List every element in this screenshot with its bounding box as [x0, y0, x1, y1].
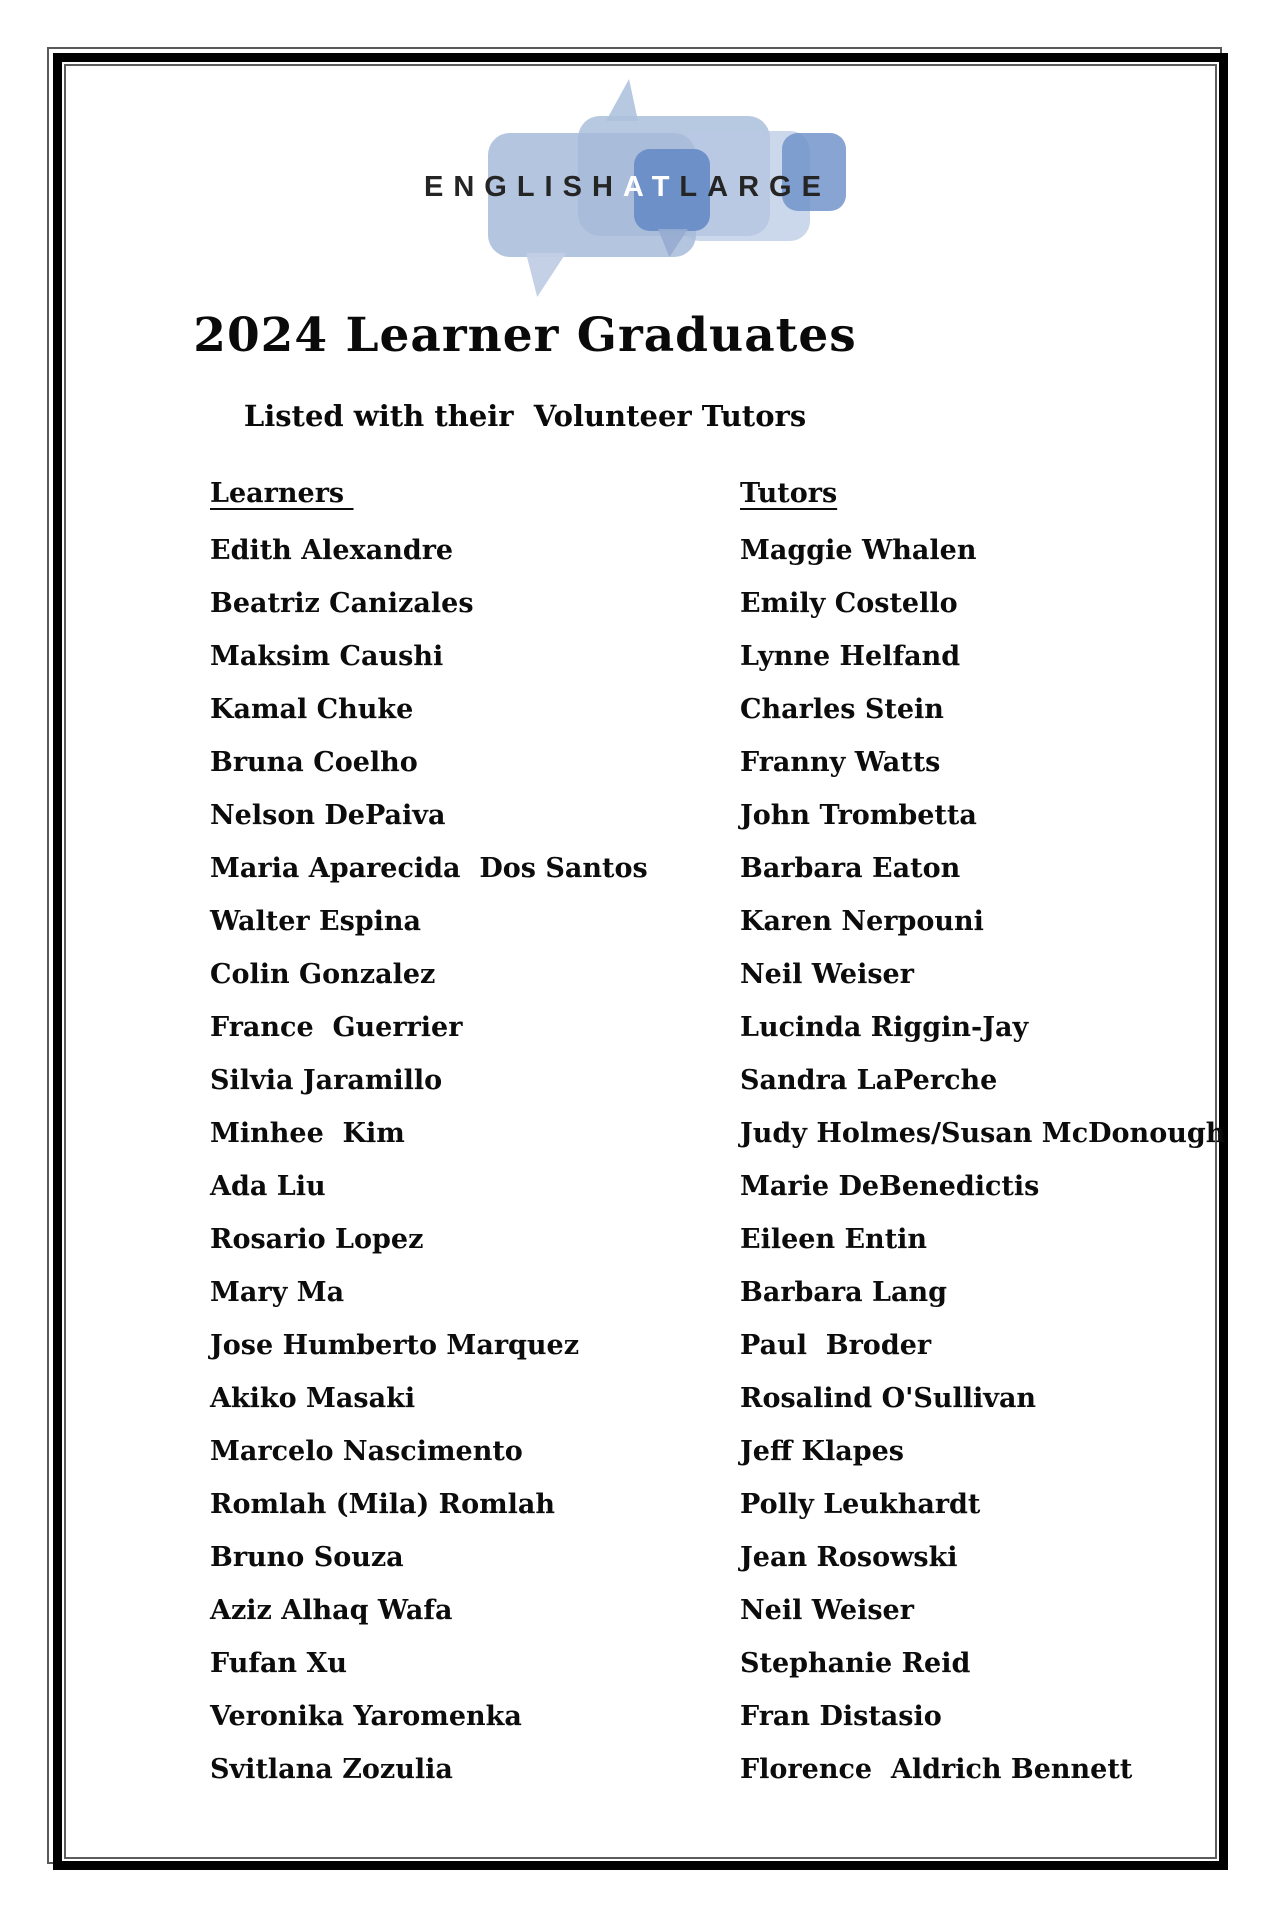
tutor-name: Jeff Klapes [740, 1436, 904, 1467]
logo-bubble-tail-down-icon [526, 253, 566, 297]
learner-name: Beatriz Canizales [210, 588, 474, 619]
learner-name: Minhee Kim [210, 1118, 405, 1149]
tutor-name: John Trombetta [740, 800, 977, 831]
tutor-name: Florence Aldrich Bennett [740, 1754, 1133, 1785]
learners-list [210, 524, 648, 1796]
learner-name: Bruno Souza [210, 1542, 404, 1573]
tutor-name: Maggie Whalen [740, 535, 977, 566]
tutors-list [740, 524, 1225, 1796]
learner-name: Akiko Masaki [210, 1383, 416, 1414]
learner-name: France Guerrier [210, 1012, 463, 1043]
learner-name: Maksim Caushi [210, 641, 444, 672]
page-title: 2024 Learner Graduates [193, 308, 857, 363]
tutor-name: Judy Holmes/Susan McDonough [740, 1118, 1226, 1149]
tutor-name: Eileen Entin [740, 1224, 928, 1255]
tutor-name: Lynne Helfand [740, 641, 961, 672]
learner-name: Nelson DePaiva [210, 800, 446, 831]
learner-name: Svitlana Zozulia [210, 1754, 453, 1785]
tutor-name: Emily Costello [740, 588, 958, 619]
logo-word-large: LARGE [679, 171, 831, 203]
learner-name: Edith Alexandre [210, 535, 454, 566]
learner-name: Romlah (Mila) Romlah [210, 1489, 556, 1520]
logo-word-at: AT [622, 171, 680, 203]
tutor-name: Fran Distasio [740, 1701, 942, 1732]
learner-name: Veronika Yaromenka [210, 1701, 522, 1732]
tutor-name: Barbara Lang [740, 1277, 948, 1308]
logo-bubble-tail-up-icon [606, 79, 638, 121]
learner-name: Jose Humberto Marquez [210, 1330, 580, 1361]
tutor-name: Marie DeBenedictis [740, 1171, 1040, 1202]
learner-name: Aziz Alhaq Wafa [210, 1595, 453, 1626]
learner-name: Mary Ma [210, 1277, 345, 1308]
tutor-name: Charles Stein [740, 694, 944, 725]
learner-name: Bruna Coelho [210, 747, 418, 778]
tutor-name: Sandra LaPerche [740, 1065, 998, 1096]
tutor-name: Paul Broder [740, 1330, 932, 1361]
tutor-name: Neil Weiser [740, 1595, 914, 1626]
tutor-name: Lucinda Riggin-Jay [740, 1012, 1029, 1043]
tutor-name: Barbara Eaton [740, 853, 961, 884]
learner-name: Walter Espina [210, 906, 422, 937]
logo-wordmark [424, 171, 831, 204]
tutor-name: Rosalind O'Sullivan [740, 1383, 1037, 1414]
learner-name: Silvia Jaramillo [210, 1065, 443, 1096]
learner-name: Maria Aparecida Dos Santos [210, 853, 648, 884]
english-at-large-logo [424, 75, 860, 303]
learner-name: Kamal Chuke [210, 694, 414, 725]
tutor-name: Neil Weiser [740, 959, 914, 990]
learner-name: Rosario Lopez [210, 1224, 424, 1255]
page-subtitle: Listed with their Volunteer Tutors [243, 399, 807, 433]
learner-name: Ada Liu [210, 1171, 326, 1202]
learner-name: Colin Gonzalez [210, 959, 436, 990]
tutor-name: Karen Nerpouni [740, 906, 984, 937]
tutor-name: Franny Watts [740, 747, 941, 778]
logo-word-english: ENGLISH [424, 171, 623, 203]
learner-name: Marcelo Nascimento [210, 1436, 523, 1467]
tutor-name: Jean Rosowski [740, 1542, 958, 1573]
learner-name: Fufan Xu [210, 1648, 348, 1679]
tutor-name: Stephanie Reid [740, 1648, 971, 1679]
tutor-name: Polly Leukhardt [740, 1489, 981, 1520]
tutors-column-header: Tutors [740, 478, 838, 509]
learners-column-header: Learners [210, 478, 354, 509]
